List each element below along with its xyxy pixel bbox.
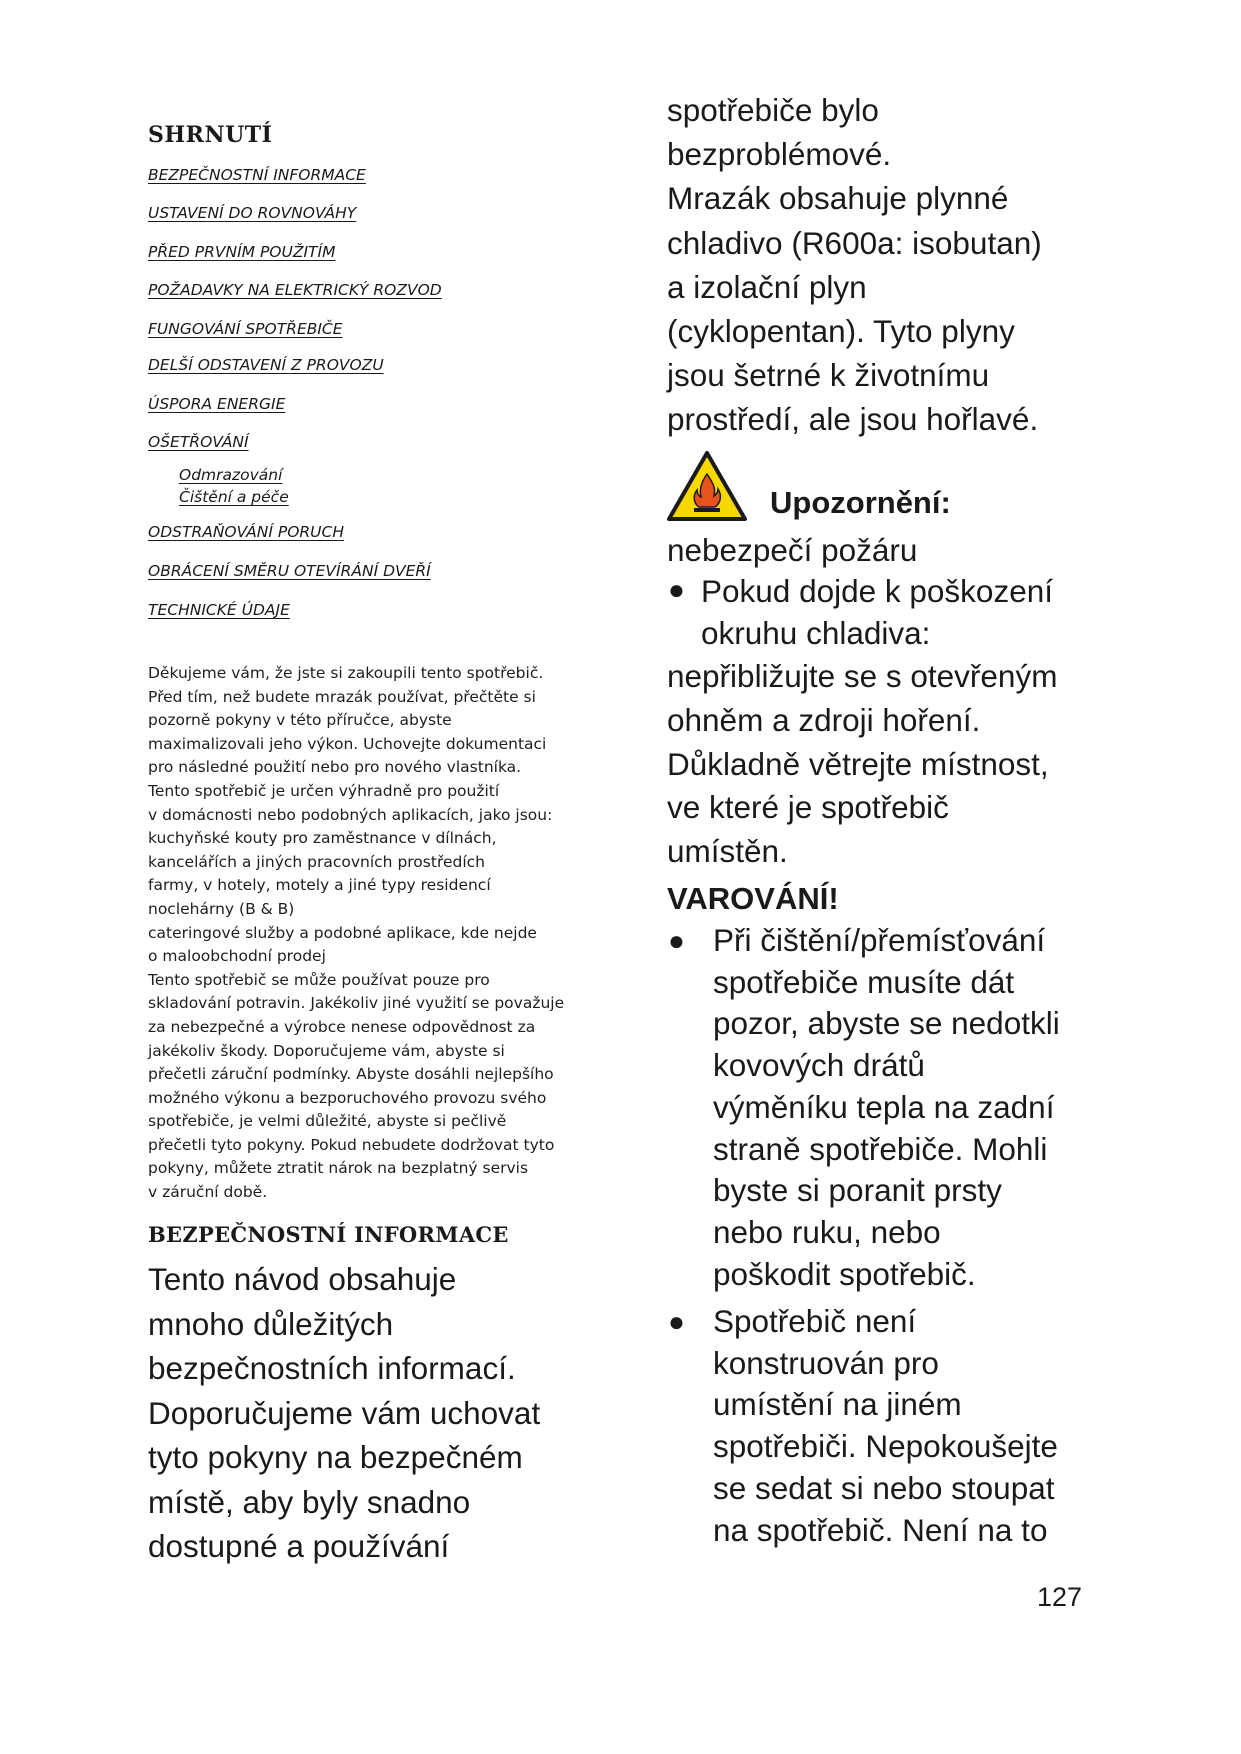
toc-link-cisteni-a-pece[interactable]: Čištění a péče — [179, 488, 289, 506]
intro-paragraph: Děkujeme vám, že jste si zakoupili tento spotřebič. Před tím, než budete mrazák používat, přečtěte si pozorně pokyny v této příručce, abyste maximalizovali jeho výkon. Uchovejte dokumentaci pro následné použití nebo pro nového vlastníka. Tento spotřebič je určen výhradně pro použití v domácnosti nebo podobných aplikacích, jako jsou: kuchyňské kouty pro zaměstnance v dílnách, kancelářích a jiných pracovních prostředích farmy, v hotely, motely a jiné typy residencí noclehárny (B & B) cateringové služby a podobné aplikace, kde nejde o maloobchodní prodej Tento spotřebič se může používat pouze pro skladování potravin. Jakékoliv jiné využití se považuje za nebezpečné a výrobce nenese odpovědnost za jakékoliv škody. Doporučujeme vám, abyste si přečetli záruční podmínky. Abyste dosáhli nejlepšího možného výkonu a bezporuchového provozu svého spotřebiče, je velmi důležité, abyste si pečlivě přečetli tyto pokyny. Pokud nebudete dodržovat tyto pokyny, můžete ztratit nárok na bezplatný servis v záruční době. — [148, 664, 565, 1202]
toc-link-technicke-udaje[interactable]: TECHNICKÉ ÚDAJE — [148, 601, 290, 619]
toc-title: SHRNUTÍ — [148, 122, 273, 148]
toc-link-uspora-energie[interactable]: ÚSPORA ENERGIE — [148, 395, 286, 413]
toc-link-pozadavky-na-elektricky-rozvod[interactable]: POŽADAVKY NA ELEKTRICKÝ ROZVOD — [148, 281, 442, 299]
bullet-marker: ● — [668, 1306, 685, 1337]
toc-link-obraceni-smeru-oteviranI-dveri[interactable]: OBRÁCENÍ SMĚRU OTEVÍRÁNÍ DVEŘÍ — [148, 562, 431, 580]
page-number: 127 — [1037, 1582, 1083, 1612]
warning-instructions: nepřibližujte se s otevřeným ohněm a zdroji hoření. Důkladně větrejte místnost, ve které je spotřebič umístěn. — [667, 658, 1058, 870]
caution-bullet-2: Spotřebič není konstruován pro umístění na jiném spotřebiči. Nepokoušejte se sedat si nebo stoupat na spotřebič. Není na to — [713, 1303, 1058, 1548]
toc-link-odstranovani-poruch[interactable]: ODSTRAŇOVÁNÍ PORUCH — [148, 523, 344, 541]
toc-link-osetrovani[interactable]: OŠETŘOVÁNÍ — [148, 433, 249, 451]
toc-link-pred-prvnim-pouzitim[interactable]: PŘED PRVNÍM POUŽITÍM — [148, 243, 336, 261]
toc-link-fungovani-spotrebice[interactable]: FUNGOVÁNÍ SPOTŘEBIČE — [148, 320, 343, 338]
bullet-marker: ● — [668, 925, 685, 956]
warning-bullet-1: Pokud dojde k poškození okruhu chladiva: — [701, 573, 1053, 651]
toc-link-ustaveni-do-rovnovahy[interactable]: USTAVENÍ DO ROVNOVÁHY — [148, 204, 357, 222]
bullet-marker: ● — [668, 574, 685, 605]
toc-link-bezpecnostni-informace[interactable]: BEZPEČNOSTNÍ INFORMACE — [148, 166, 366, 184]
flammable-warning-icon — [666, 450, 748, 522]
caution-bullet-1: Při čištění/přemísťování spotřebiče musíte dát pozor, abyste se nedotkli kovových drátů výměníku tepla na zadní straně spotřebiče. Mohli byste si poranit prsty nebo ruku, nebo poškodit spotřebič. — [713, 922, 1060, 1292]
safety-text-left: Tento návod obsahuje mnoho důležitých bezpečnostních informací. Doporučujeme vám uchovat tyto pokyny na bezpečném místě, aby byly snadno dostupné a používání — [148, 1261, 541, 1564]
warning-subtitle: nebezpečí požáru — [667, 532, 918, 568]
toc-link-delsi-odstaveni-z-provozu[interactable]: DELŠÍ ODSTAVENÍ Z PROVOZU — [148, 356, 384, 374]
toc-link-odmrazovani[interactable]: Odmrazování — [179, 466, 283, 484]
warning-title: Upozornění: — [770, 485, 951, 520]
caution-title: VAROVÁNÍ! — [667, 881, 839, 916]
safety-heading: BEZPEČNOSTNÍ INFORMACE — [148, 1222, 509, 1247]
safety-text-right: spotřebiče bylo bezproblémové. Mrazák obsahuje plynné chladivo (R600a: isobutan) a izolační plyn (cyklopentan). Tyto plyny jsou šetrné k životnímu prostředí, ale jsou hořlavé. — [667, 92, 1042, 438]
